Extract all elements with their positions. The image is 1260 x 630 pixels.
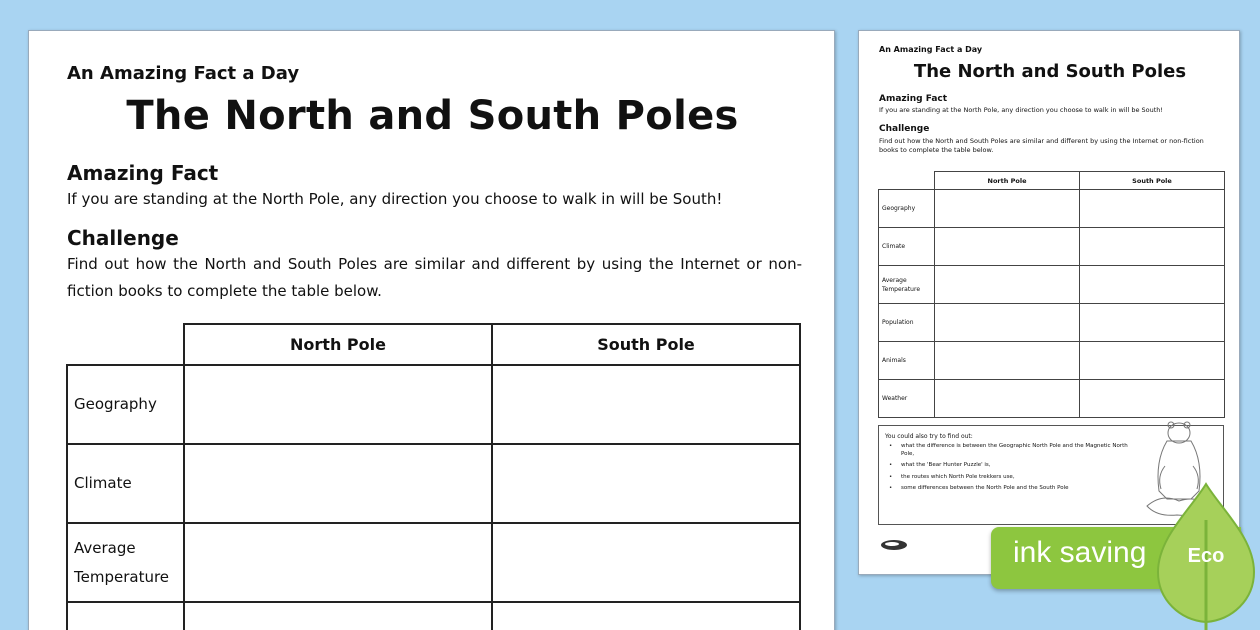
row-label: Population [879,304,935,342]
table-cell [1080,190,1225,228]
table-row [879,304,1225,342]
challenge-text: Find out how the North and South Poles are similar and different by using the Internet or non-fiction books to complete the table below. [879,137,1204,154]
column-header-south: South Pole [492,324,800,365]
column-header-north: North Pole [935,172,1080,190]
table-row [879,228,1225,266]
table-header-row [879,172,1225,190]
worksheet-preview-large [28,30,835,630]
table-cell[interactable] [184,365,492,444]
table-row [879,342,1225,380]
table-header-row [67,324,800,365]
table-row [67,523,800,602]
table-row [67,365,800,444]
table-cell [1080,304,1225,342]
series-title: An Amazing Fact a Day [879,45,983,54]
table-cell[interactable] [184,444,492,523]
list-item: • some differences between the North Pole and the South Pole [885,485,1130,493]
table-cell[interactable] [492,602,800,630]
list-item: • what the difference is between the Geographic North Pole and the Magnetic North Pole, [885,443,1130,458]
column-header-south: South Pole [1080,172,1225,190]
list-item: • what the 'Bear Hunter Puzzle' is, [885,462,1130,470]
series-title: An Amazing Fact a Day [67,63,300,84]
table-cell[interactable] [492,444,800,523]
row-label: Average Temperature [67,523,184,602]
table-cell [935,342,1080,380]
list-item: • the routes which North Pole trekkers use, [885,474,1130,482]
table-cell [1080,266,1225,304]
row-label: Climate [879,228,935,266]
table-cell [935,228,1080,266]
fact-text: If you are standing at the North Pole, any direction you choose to walk in will be South! [67,190,723,208]
challenge-heading: Challenge [67,226,179,250]
table-cell [935,266,1080,304]
table-cell[interactable] [492,523,800,602]
row-label: Climate [67,444,184,523]
comparison-table [66,323,801,630]
table-row [67,444,800,523]
eco-label: Eco [1187,545,1225,567]
table-cell [935,380,1080,418]
row-label: Animals [879,342,935,380]
table-cell[interactable] [184,602,492,630]
page-title: The North and South Poles [913,61,1187,82]
table-row [879,266,1225,304]
fact-text: If you are standing at the North Pole, any direction you choose to walk in will be South! [879,106,1164,114]
challenge-heading: Challenge [879,124,930,134]
ink-saving-text: ink saving [1013,536,1147,569]
table-corner [67,324,184,365]
row-label: Weather [879,380,935,418]
table-row [67,602,800,630]
fact-heading: Amazing Fact [67,161,219,185]
table-corner [879,172,935,190]
table-cell[interactable] [492,365,800,444]
table-cell [935,190,1080,228]
table-cell [1080,342,1225,380]
comparison-table [878,171,1225,418]
page-title: The North and South Poles [126,93,739,139]
table-cell [935,304,1080,342]
table-cell [1080,228,1225,266]
column-header-north: North Pole [184,324,492,365]
row-label: Geography [67,365,184,444]
row-label: Geography [879,190,935,228]
fact-heading: Amazing Fact [879,94,948,104]
row-label [67,602,184,630]
table-cell[interactable] [184,523,492,602]
row-label: Average Temperature [879,266,935,304]
publisher-logo-icon [879,538,909,552]
challenge-text: Find out how the North and South Poles are similar and different by using the Internet or non-fiction books to complete the table below. [67,255,802,300]
extra-tasks-intro: You could also try to find out: [885,433,973,440]
table-row [879,190,1225,228]
